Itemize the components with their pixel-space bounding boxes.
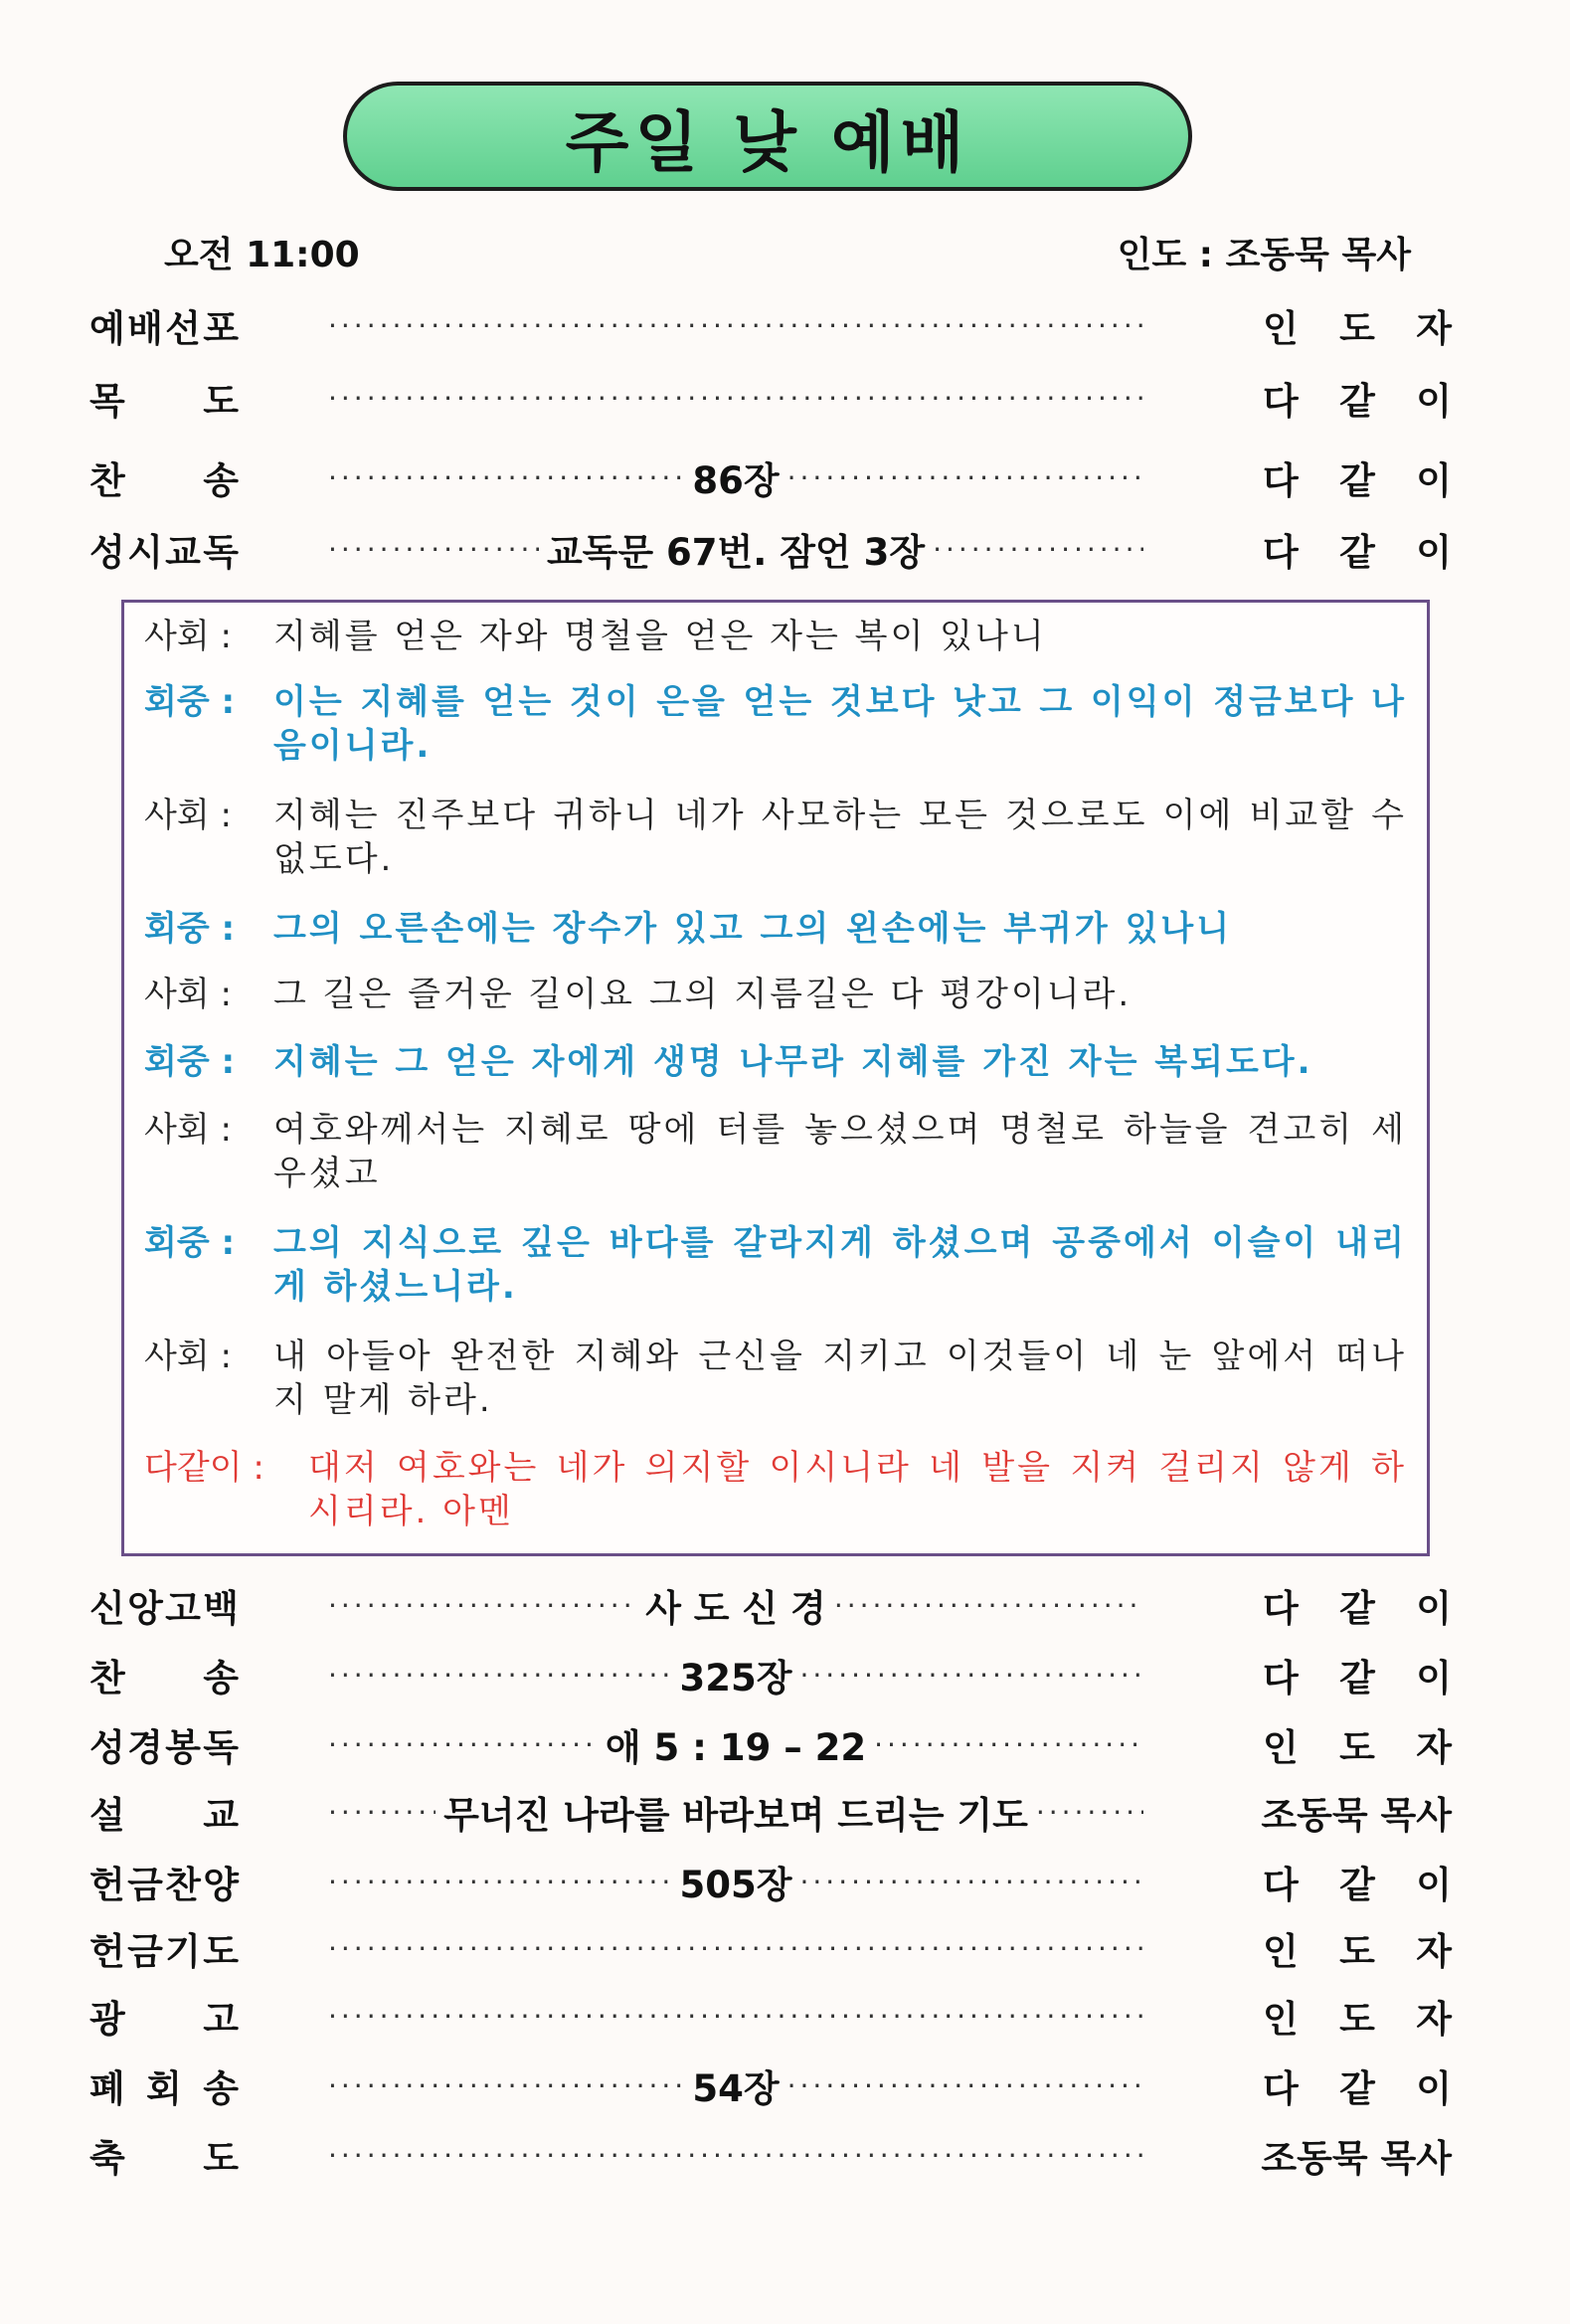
leader-dots [1036, 1785, 1143, 1839]
order-detail: 86장 [692, 459, 780, 502]
reading-speaker: 회중 : [144, 682, 236, 722]
reading-text: 대저 여호와는 네가 의지할 이시니라 네 발을 지켜 걸리지 않게 하시리라. 아멘 [308, 1448, 1407, 1531]
order-person: 다 같 이 [1263, 531, 1452, 574]
leader-dots [328, 1785, 436, 1839]
order-detail: 54장 [692, 2067, 780, 2110]
order-label: 헌 금 찬 양 [89, 1864, 239, 1906]
service-time: 오전 11:00 [164, 235, 360, 275]
reading-text: 그의 지식으로 깊은 바다를 갈라지게 하셨으며 공중에서 이슬이 내리게 하셨느니라. [273, 1223, 1407, 1307]
order-detail: 애 5 : 19 – 22 [605, 1726, 867, 1769]
leader-dots [328, 1989, 1143, 2043]
order-detail: 무너진 나라를 바라보며 드리는 기도 [443, 1794, 1028, 1837]
reading-line [144, 1446, 1407, 1533]
order-person: 다 같 이 [1263, 1657, 1452, 1699]
order-content [328, 298, 1143, 352]
reading-line [144, 680, 1407, 768]
order-label: 성 시 교 독 [89, 531, 239, 574]
order-person: 인 도 자 [1263, 307, 1452, 350]
order-person: 조동묵 목사 [1261, 1794, 1452, 1837]
reading-speaker: 회중 : [144, 1042, 236, 1082]
order-content [328, 2058, 1143, 2112]
reading-text: 지혜는 진주보다 귀하니 네가 사모하는 모든 것으로도 이에 비교할 수 없도다. [273, 796, 1407, 879]
leader-dots [800, 1855, 1144, 1908]
order-person: 다 같 이 [1263, 2067, 1452, 2110]
leader-dots [874, 1717, 1143, 1771]
order-row [89, 1648, 1452, 1701]
order-label: 목 도 [89, 380, 239, 423]
reading-line [144, 1108, 1407, 1195]
order-label: 예 배 선 포 [89, 307, 239, 350]
order-content [328, 2128, 1143, 2182]
order-content [328, 1855, 1143, 1908]
order-row [89, 1717, 1452, 1771]
order-content [328, 1648, 1143, 1701]
leader-dots [933, 522, 1143, 576]
order-row [89, 298, 1452, 352]
leader-dots [328, 1921, 1143, 1975]
reading-speaker: 회중 : [144, 909, 236, 949]
reading-text: 지혜를 얻은 자와 명철을 얻은 자는 복이 있나니 [273, 617, 1047, 656]
order-label: 신 앙 고 백 [89, 1587, 239, 1630]
order-detail: 사 도 신 경 [645, 1587, 826, 1630]
order-label: 찬 송 [89, 459, 239, 502]
reading-line [144, 794, 1407, 881]
reading-line [144, 907, 1407, 951]
reading-line [144, 1221, 1407, 1309]
reading-text: 그 길은 즐거운 길이요 그의 지름길은 다 평강이니라. [273, 975, 1133, 1014]
leader-dots [328, 450, 684, 504]
leader-dots [787, 450, 1143, 504]
page-title: 주일 낮 예배 [343, 82, 1192, 191]
order-label: 광 고 [89, 1998, 239, 2041]
leader-dots [328, 2128, 1143, 2182]
order-content [328, 1921, 1143, 1975]
reading-line [144, 615, 1407, 658]
leader-dots [834, 1578, 1143, 1632]
service-leader: 인도 : 조동묵 목사 [1117, 235, 1411, 275]
order-row [89, 1921, 1452, 1975]
order-person: 다 같 이 [1263, 1864, 1452, 1906]
order-content [328, 371, 1143, 425]
order-person: 인 도 자 [1263, 1726, 1452, 1769]
order-content [328, 1989, 1143, 2043]
reading-speaker: 사회 : [144, 975, 232, 1014]
order-label: 찬 송 [89, 1657, 239, 1699]
reading-text: 이는 지혜를 얻는 것이 은을 얻는 것보다 낫고 그 이익이 정금보다 나음이니라. [273, 682, 1407, 766]
leader-dots [328, 371, 1143, 425]
reading-speaker: 사회 : [144, 617, 232, 656]
reading-text: 그의 오른손에는 장수가 있고 그의 왼손에는 부귀가 있나니 [273, 909, 1233, 949]
order-row [89, 522, 1452, 576]
leader-dots [800, 1648, 1144, 1701]
order-label: 설 교 [89, 1794, 239, 1837]
order-detail: 325장 [679, 1657, 792, 1699]
leader-dots [328, 2058, 684, 2112]
order-row [89, 1989, 1452, 2043]
order-row [89, 450, 1452, 504]
leader-dots [787, 2058, 1143, 2112]
order-row [89, 2128, 1452, 2182]
order-detail: 505장 [679, 1864, 792, 1906]
order-row [89, 2058, 1452, 2112]
order-detail: 교독문 67번. 잠언 3장 [546, 531, 926, 574]
order-person: 다 같 이 [1263, 380, 1452, 423]
reading-line [144, 1040, 1407, 1084]
order-content [328, 450, 1143, 504]
leader-dots [328, 522, 539, 576]
reading-text: 내 아들아 완전한 지혜와 근신을 지키고 이것들이 네 눈 앞에서 떠나지 말게 하라. [273, 1337, 1407, 1420]
order-person: 다 같 이 [1263, 459, 1452, 502]
reading-text: 여호와께서는 지혜로 땅에 터를 놓으셨으며 명철로 하늘을 견고히 세우셨고 [273, 1110, 1407, 1193]
order-label: 축 도 [89, 2137, 239, 2180]
reading-line [144, 1335, 1407, 1422]
reading-text: 지혜는 그 얻은 자에게 생명 나무라 지혜를 가진 자는 복되도다. [273, 1042, 1313, 1082]
order-row [89, 1785, 1452, 1839]
order-person: 인 도 자 [1263, 1998, 1452, 2041]
order-person: 다 같 이 [1263, 1587, 1452, 1630]
reading-speaker: 다같이 : [144, 1448, 264, 1488]
reading-speaker: 사회 : [144, 796, 232, 835]
order-content [328, 1785, 1143, 1839]
reading-line [144, 973, 1407, 1016]
order-row [89, 1578, 1452, 1632]
order-row [89, 1855, 1452, 1908]
reading-speaker: 사회 : [144, 1110, 232, 1150]
leader-dots [328, 298, 1143, 352]
order-content [328, 522, 1143, 576]
reading-speaker: 사회 : [144, 1337, 232, 1376]
order-row [89, 371, 1452, 425]
order-label: 성 경 봉 독 [89, 1726, 239, 1769]
order-content [328, 1578, 1143, 1632]
leader-dots [328, 1578, 637, 1632]
order-label: 헌 금 기 도 [89, 1930, 239, 1973]
leader-dots [328, 1717, 598, 1771]
order-content [328, 1717, 1143, 1771]
leader-dots [328, 1855, 672, 1908]
order-label: 폐 회 송 [89, 2067, 239, 2110]
leader-dots [328, 1648, 672, 1701]
order-person: 조동묵 목사 [1261, 2137, 1452, 2180]
order-person: 인 도 자 [1263, 1930, 1452, 1973]
reading-speaker: 회중 : [144, 1223, 236, 1263]
